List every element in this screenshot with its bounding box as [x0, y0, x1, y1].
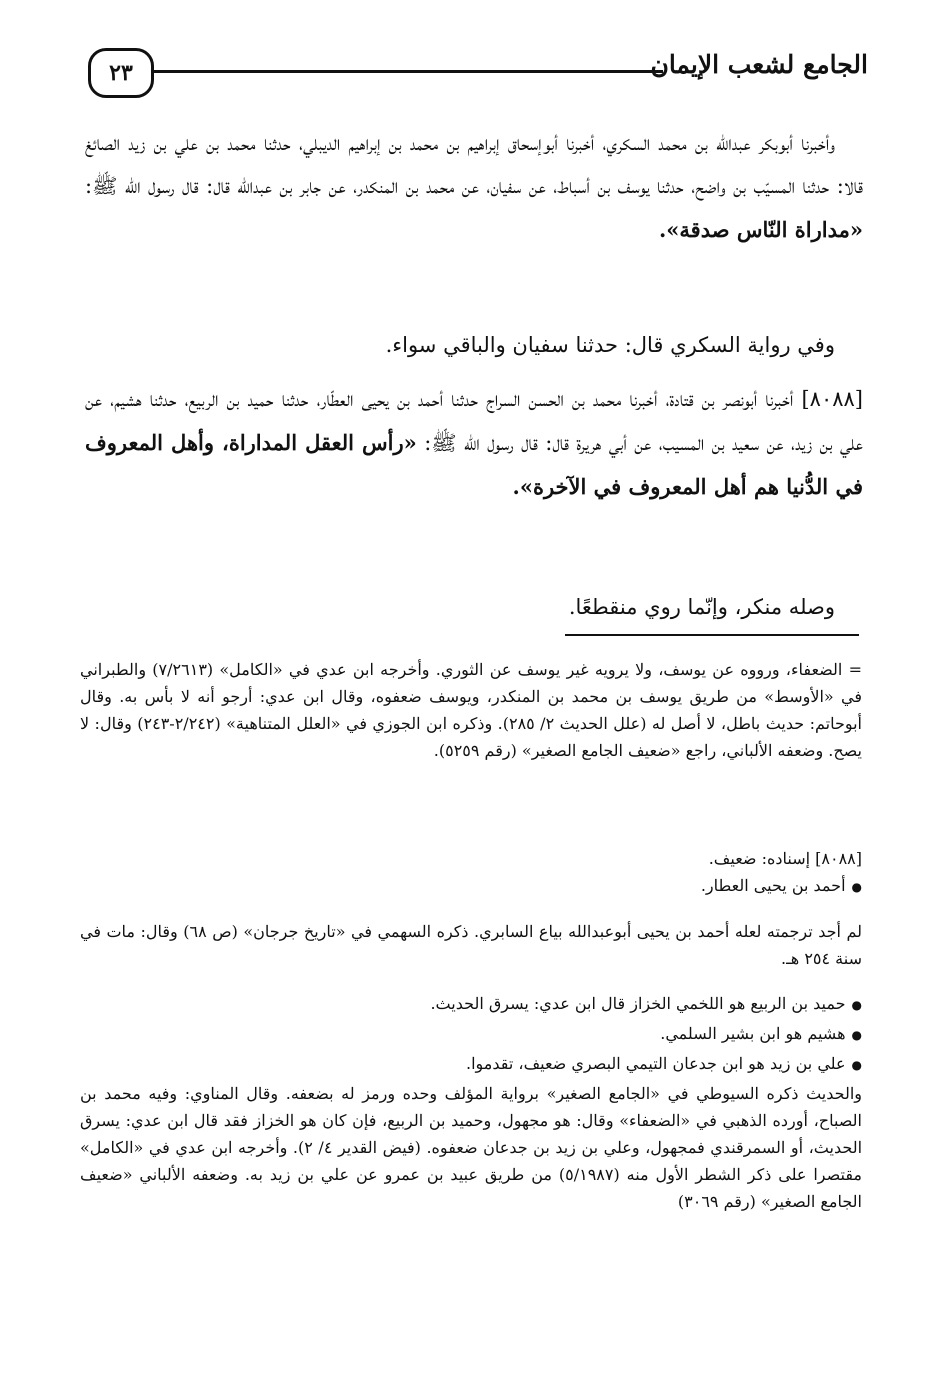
narration-note-text: وفي رواية السكري قال: حدثنا سفيان والباقي سواء.: [385, 333, 835, 357]
page-header: [88, 44, 868, 100]
narrator-item-3-text: ● هشيم هو ابن بشير السلمي.: [80, 1020, 862, 1049]
narrator-item-2-text: ● حميد بن الربيع هو اللخمي الخزاز قال ابن عدي: يسرق الحديث.: [80, 990, 862, 1019]
narrator-item-4-text: ● علي بن زيد هو ابن جدعان التيمي البصري ضعيف، تقدموا.: [80, 1050, 862, 1079]
footnote-separator: [565, 634, 859, 636]
footnote-8088-heading: [80, 845, 862, 872]
takhrij-paragraph: [80, 1080, 862, 1215]
footnote-8088-heading-text: [٨٠٨٨] إسناده: ضعيف.: [708, 849, 862, 868]
hadith-text-1: «مداراة النّاس صدقة».: [658, 217, 863, 242]
header-rule: [154, 70, 663, 73]
running-title: الجامع لشعب الإيمان: [650, 50, 868, 79]
narrator-item-4: [80, 1050, 862, 1079]
hadith-isnad-1: وأخبرنا أبوبكر عبدالله بن محمد السكري، أخبرنا أبوإسحاق إبراهيم بن محمد بن إبراهيم الديبلي، حدثنا محمد بن علي بن زيد الصائغ قالا: حدثنا المسيّب بن واضح، حدثنا يوسف بن أسباط، عن سفيان، عن محمد بن المنكدر، عن جابر بن عبدالله قال: قال رسول الله ﷺ:: [85, 131, 863, 198]
hadith-paragraph-1: [85, 122, 863, 252]
narrator-note-1-text: لم أجد ترجمته لعله أحمد بن يحيى أبوعبدالله بياع السابري. ذكره السهمي في «تاريخ جرجان» (ص ٦٨) وقال: مات في سنة ٢٥٤ هـ.: [80, 922, 862, 968]
footnote-continuation-text: = الضعفاء، ورووه عن يوسف، ولا يرويه غير يوسف عن الثوري. وأخرجه ابن عدي في «الكامل» (٧/٢٦١٣) والطبراني في «الأوسط» من طريق يوسف بن محمد بن المنكدر، ويوسف ضعفوه، وقال ابن عدي: أرجو أنه لا بأس به. وقال أبوحاتم: حديث باطل، لا أصل له (علل الحديث ٢/ ٢٨٥). وذكره ابن الجوزي في «العلل المتناهية» (٢/٢٤٢-٢٤٣) وقال: لا يصح. وضعفه الألباني، راجع «ضعيف الجامع الصغير» (رقم ٥٢٥٩).: [80, 660, 863, 760]
narrator-item-1: [80, 872, 862, 901]
narrator-item-1-text: ● أحمد بن يحيى العطار.: [80, 872, 862, 901]
takhrij-paragraph-text: والحديث ذكره السيوطي في «الجامع الصغير» برواية المؤلف وحده ورمز له بضعفه. وقال المناوي: وفيه محمد بن الصباح، أورده الذهبي في «الضعفاء» وقال: هو مجهول، وحميد بن الربيع، فإن كان هو الخزاز فقد قال ابن عدي: يسرق الحديث، أو السمرقندي فمجهول، وعلي بن زيد بن جدعان ضعفوه. (فيض القدير ٤/ ٢). وأخرجه ابن عدي في «الكامل» مقتصرا على ذكر الشطر الأول منه (٥/١٩٨٧) من طريق عبيد بن عمرو عن علي بن زيد به. وضعفه الألباني «ضعيف الجامع الصغير» (رقم ٣٠٦٩): [80, 1084, 863, 1211]
author-comment: [85, 586, 863, 629]
narrator-item-2: [80, 990, 862, 1019]
hadith-paragraph-8088: [85, 378, 863, 509]
author-comment-text: وصله منكر، وإنّما روي منقطعًا.: [568, 595, 835, 619]
page-number: ٢٣: [88, 48, 154, 98]
footnote-continuation: [80, 656, 862, 764]
narrator-note-1: [80, 918, 884, 972]
narration-note: [85, 324, 863, 367]
narrator-item-3: [80, 1020, 862, 1049]
hadith-text-8088: «رأس العقل المداراة، وأهل المعروف في الدُّنيا هم أهل المعروف في الآخرة».: [85, 430, 863, 499]
hadith-isnad-8088: [٨٠٨٨] أخبرنا أبونصر بن قتادة، أخبرنا محمد بن الحسن السراج حدثنا أحمد بن يحيى العطّار، حدثنا حميد بن الربيع، حدثنا هشيم، عن علي بن زيد، عن سعيد بن المسيب، عن أبي هريرة قال: قال رسول الله ﷺ:: [85, 387, 864, 455]
